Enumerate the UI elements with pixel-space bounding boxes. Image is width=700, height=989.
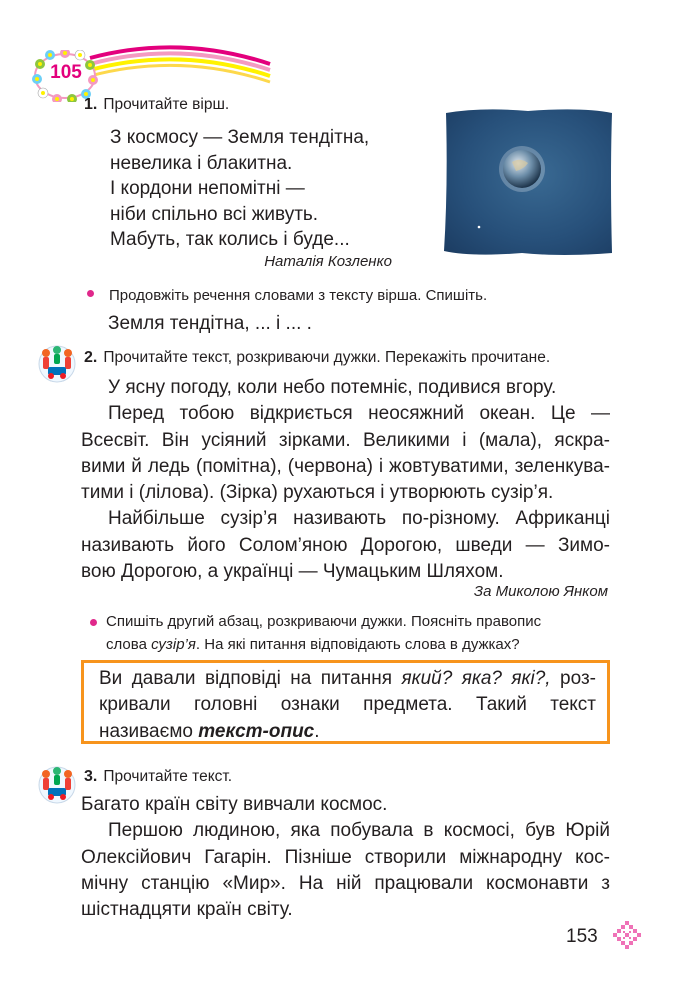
lesson-number: 105 — [50, 62, 82, 83]
poem-line: Мабуть, так колись і буде... — [110, 229, 350, 251]
rule-text-part: роз- — [550, 668, 596, 689]
text-line: У ясну погоду, коли небо потемніє, подивися вгору. — [108, 377, 557, 398]
rule-line — [99, 666, 596, 692]
task-2-text — [81, 375, 610, 585]
embroidery-ornament-icon — [612, 920, 642, 950]
task-1-instruction: Прочитайте вірш. — [103, 96, 230, 113]
task-3-heading — [84, 768, 232, 786]
task-3-number: 3. — [84, 768, 98, 785]
rule-text-part: називаємо — [99, 720, 199, 742]
text-author: За Миколою Янком — [473, 583, 608, 600]
rule-text-part: Ви давали відповіді на питання — [99, 668, 402, 689]
page-number: 153 — [566, 926, 598, 947]
poem — [110, 125, 369, 253]
task-3-text — [81, 792, 610, 923]
poem-author: Наталія Козленко — [264, 253, 392, 270]
subtask-line: Спишіть другий абзац, розкриваючи дужки. Поясніть правопис — [106, 613, 542, 630]
task-2-number: 2. — [84, 349, 98, 366]
earth-from-space-image — [442, 107, 614, 257]
text-line: Перед тобою відкриється неосяжний океан. Це — — [108, 403, 610, 425]
task-2-heading — [84, 349, 550, 367]
subtask-word: сузір’я — [151, 636, 196, 653]
poem-line: невелика і блакитна. — [110, 152, 293, 174]
group-reading-icon — [36, 343, 78, 383]
text-line: називають його Солом’яною Дорогою, шведи — Зимо- — [81, 534, 610, 556]
rule-text — [99, 666, 596, 745]
bullet-dot — [87, 290, 94, 297]
task-1-heading — [84, 96, 229, 114]
text-line: Багато країн світу вивчали космос. — [81, 794, 388, 815]
text-line: Олексійович Гагарін. Пізніше створили міжнародну кос- — [81, 846, 610, 868]
rule-text-part: . — [314, 720, 320, 742]
text-line: мічну станцію «Мир». На ній працювали космонавти з — [81, 872, 610, 894]
task-1-sentence: Земля тендітна, ... і ... . — [108, 313, 312, 334]
subtask-text: . На які питання відповідають слова в дужках? — [195, 636, 520, 653]
task-3-instruction: Прочитайте текст. — [103, 768, 233, 785]
task-1-number: 1. — [84, 96, 98, 113]
text-line: вими й ледь (помітна), (червона) і жовтуватими, зеленкува- — [81, 455, 610, 477]
text-line: вою Дорогою, а українці — Чумацьким Шляхом. — [81, 561, 504, 583]
poem-line: З космосу — Земля тендітна, — [110, 127, 370, 148]
rule-questions: який? яка? які?, — [401, 668, 551, 689]
group-reading-icon — [36, 764, 78, 804]
rule-line: кривали головні ознаки предмета. Такий текст — [99, 694, 596, 716]
task-2-instruction: Прочитайте текст, розкриваючи дужки. Перекажіть прочитане. — [103, 349, 551, 366]
subtask-line — [106, 633, 614, 656]
poem-line: І кордони непомітні — — [110, 178, 305, 200]
task-2-subtask — [106, 610, 614, 656]
bullet-dot — [90, 619, 97, 626]
text-line: тими і (лілова). (Зірка) рухаються і утворюють сузір’я. — [81, 482, 554, 504]
text-line: Найбільше сузір’я називають по-різному. Африканці — [108, 508, 610, 530]
text-line: Всесвіт. Він усіяний зірками. Великими і (мала), яскра- — [81, 429, 610, 451]
rule-term: текст-опис — [198, 720, 315, 742]
task-1-subtask: Продовжіть речення словами з тексту вірша. Спишіть. — [109, 287, 488, 304]
poem-line: ніби спільно всі живуть. — [110, 203, 319, 225]
text-line: Першою людиною, яка побувала в космосі, був Юрій — [108, 820, 610, 842]
text-line: шістнадцяти країн світу. — [81, 899, 293, 921]
subtask-text: слова — [106, 636, 152, 653]
rule-line — [99, 719, 596, 745]
